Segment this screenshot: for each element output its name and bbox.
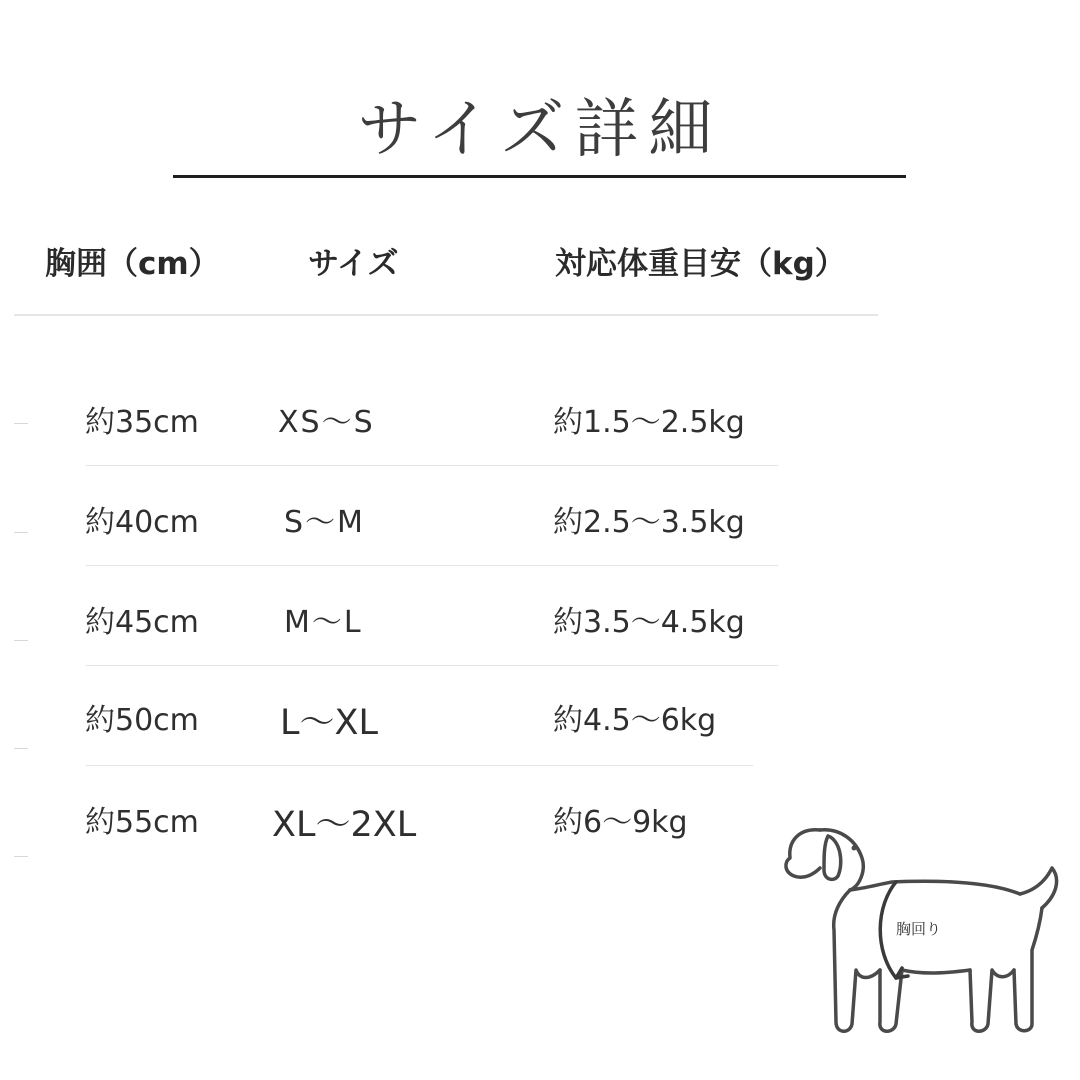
table-row [0, 497, 1080, 597]
header-weight: 対応体重目安（kg） [555, 246, 846, 282]
chest-cell: 約45cm [85, 605, 199, 640]
chest-cell: 約35cm [85, 405, 199, 440]
dog-outline-icon [770, 810, 1070, 1070]
header-size: サイズ [308, 246, 399, 282]
chest-girth-label: 胸回り [896, 920, 942, 938]
weight-cell: 約6～9kg [553, 805, 688, 840]
weight-cell: 約2.5～3.5kg [553, 505, 745, 540]
size-cell: M～L [284, 605, 363, 640]
row-divider [86, 565, 778, 566]
edge-tick [14, 748, 28, 749]
table-row [0, 397, 1080, 497]
row-divider [86, 665, 778, 666]
size-cell: XS～S [278, 405, 375, 440]
row-divider [86, 465, 778, 466]
chest-cell: 約40cm [85, 505, 199, 540]
chest-cell: 約55cm [85, 805, 199, 840]
header-chest: 胸囲（cm） [45, 246, 220, 282]
chest-cell: 約50cm [85, 703, 199, 738]
table-row [0, 597, 1080, 697]
size-cell: XL～2XL [272, 805, 417, 845]
header-divider [14, 314, 878, 316]
row-divider [86, 765, 753, 766]
weight-cell: 約3.5～4.5kg [553, 605, 745, 640]
page-title: サイズ詳細 [357, 93, 723, 167]
title-divider [173, 175, 906, 178]
edge-tick [14, 640, 28, 641]
size-cell: L～XL [280, 703, 378, 743]
edge-tick [14, 532, 28, 533]
weight-cell: 約1.5～2.5kg [553, 405, 745, 440]
weight-cell: 約4.5～6kg [553, 703, 717, 738]
size-cell: S～M [284, 505, 365, 540]
edge-tick [14, 423, 28, 424]
edge-tick [14, 856, 28, 857]
table-row [0, 695, 1080, 795]
